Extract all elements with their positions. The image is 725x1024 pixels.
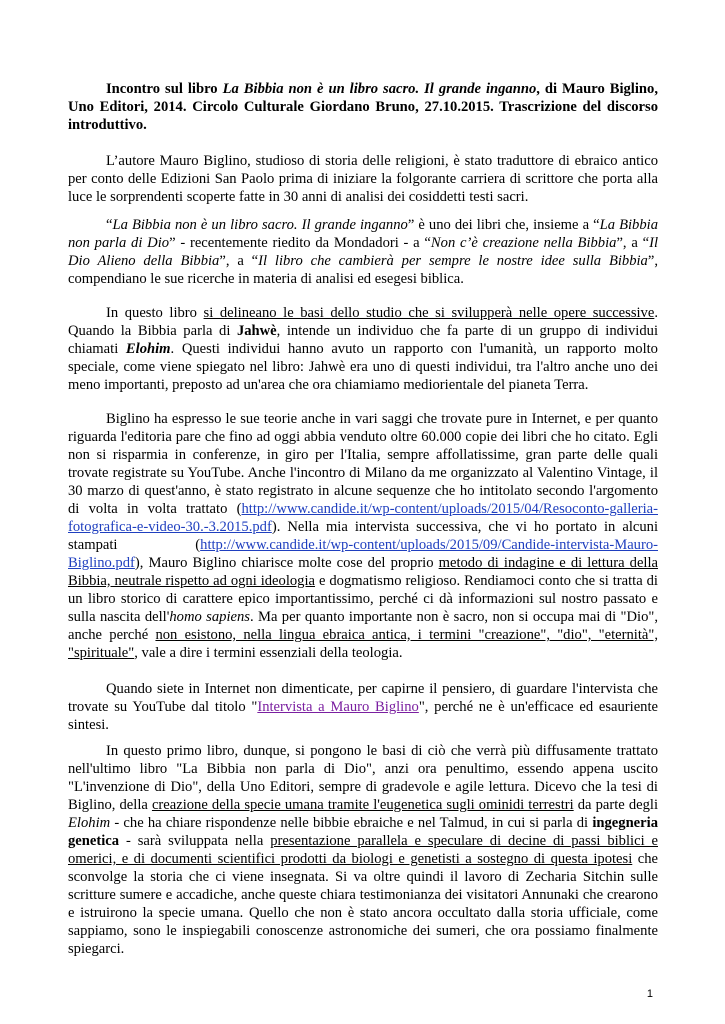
italic-term: homo sapiens: [169, 609, 250, 625]
underlined-text: creazione della specie umana tramite l'eugenetica sugli ominidi terrestri: [151, 797, 574, 813]
page-number: 1: [646, 988, 653, 1000]
paragraph-1: L’autore Mauro Biglino, studioso di storia delle religioni, è stato traduttore di ebraico antico per conto delle Edizioni San Paolo prima di iniziare la folgorante carriera di scrittore che porta alla luce le sorprendenti scoperte fatte in 30 anni di analisi dei cosiddetti testi sacri.: [68, 153, 658, 205]
document-title: [68, 80, 658, 134]
title-text-rest: , di Mauro Biglino, Uno Editori, 2014. Circolo Culturale Giordano Bruno, 27.10.2015. Trascrizione del discorso introduttivo.: [68, 81, 658, 133]
youtube-interview-link[interactable]: Intervista a Mauro Biglino: [257, 699, 419, 715]
underlined-text: presentazione parallela e speculare di decine di passi biblici e omerici, e di documenti scientifici prodotti da biologi e genetisti a sostegno di questa ipotesi: [68, 833, 658, 867]
pdf-link-intervista[interactable]: http://www.candide.it/wp-content/uploads/2015/09/Candide-intervista-Mauro-Biglino.pdf: [68, 537, 658, 571]
paragraph-5: Quando siete in Internet non dimenticate, per capirne il pensiero, di guardare l'intervista che trovate su YouTube dal titolo "Intervista a Mauro Biglino", perché ne è un'efficace ed esauriente sintesi.: [68, 681, 658, 733]
paragraph-2: “La Bibbia non è un libro sacro. Il grande inganno” è uno dei libri che, insieme a “La Bibbia non parla di Dio” - recentemente riedito da Mondadori - a “Non c’è creazione nella Bibbia”, a “Il Dio Alieno della Bibbia”, a “Il libro che cambierà per sempre le nostre idee sulla Bibbia”, compendiano le sue ricerche in materia di analisi ed esegesi biblica.: [68, 217, 659, 287]
bold-italic-term: Elohim: [125, 341, 171, 357]
paragraph-6: In questo primo libro, dunque, si pongono le basi di ciò che verrà più diffusamente trattato nell'ultimo libro "La Bibbia non parla di Dio", anzi ora penultimo, essendo appena uscito "L'invenzione di Dio", della Uno Editori, sempre di gradevole e agile lettura. Dicevo che la tesi di Biglino, della creazione della specie umana tramite l'eugenetica sugli ominidi terrestri da parte degli Elohim - che ha chiare rispondenze nelle bibbie ebraiche e nel Talmud, in cui si parla di ingegneria genetica - sarà sviluppata nella presentazione parallela e speculare di decine di passi biblici e omerici, e di documenti scientifici prodotti da biologi e genetisti a sostegno di questa ipotesi che sconvolge la storia che ci viene insegnata. Si va oltre quindi il lavoro di Zecharia Sitchin sulle scritture sumere e accadiche, anche queste chiara testimonianza dei visitatori Annunaki che crearono e istruirono la specie umana. Quello che non è stato ancora occultato dalla storia ufficiale, come sappiamo, sono le inspiegabili conoscenze astronomiche dei sumeri, che ora possiamo finalmente spiegarci.: [68, 743, 658, 957]
paragraph-4: Biglino ha espresso le sue teorie anche in vari saggi che trovate pure in Internet, e per quanto riguarda l'editoria pare che fino ad oggi abbia venduto oltre 60.000 copie dei libri che ho citato. Egli non si risparmia in conferenze, in giro per l'Italia, sempre affollatissime, gran parte delle quali trovate registrate su YouTube. Anche l'incontro di Milano da me organizzato al Valentino Vintage, il 30 marzo di quest'anno, è stato registrato in alcune sequenze che ho intitolato secondo l'argomento di volta in volta trattato (http://www.candide.it/wp-content/uploads/2015/04/Resoconto-galleria-fotografica-e-video-30.-3.2015.pdf). Nella mia intervista successiva, che vi ho portato in alcuni stampati (http://www.candide.it/wp-content/uploads/2015/09/Candide-intervista-Mauro-Biglino.pdf), Mauro Biglino chiarisce molte cose del proprio metodo di indagine e di lettura della Bibbia, neutrale rispetto ad ogni ideologia e dogmatismo religioso. Rendiamoci conto che si tratta di un libro storico di carattere epico importantissimo, perché ci dà informazioni sul nostro passato e sulla nascita dell'homo sapiens. Ma per quanto importante non è sacro, non si occupa mai di "Dio", anche perché non esistono, nella lingua ebraica antica, i termini "creazione", "dio", "eternità", "spirituale", vale a dire i termini essenziali della teologia.: [68, 411, 659, 661]
underlined-text: metodo di indagine e di lettura della Bibbia, neutrale rispetto ad ogni ideologia: [68, 555, 659, 589]
book-title: Il Dio Alieno della Bibbia: [68, 235, 659, 269]
underlined-text: non esistono, nella lingua ebraica antica, i termini "creazione", "dio", "eternità", "spirituale": [68, 627, 658, 661]
underlined-text: si delineano le basi dello studio che si svilupperà nelle opere successive: [203, 305, 655, 321]
italic-term: Elohim: [68, 815, 111, 831]
pdf-link-resoconto[interactable]: http://www.candide.it/wp-content/uploads/2015/04/Resoconto-galleria-fotografica-e-video-30.-3.2015.pdf: [68, 501, 658, 535]
title-text: Incontro sul libro: [106, 81, 223, 97]
paragraph-3: In questo libro si delineano le basi dello studio che si svilupperà nelle opere successive. Quando la Bibbia parla di Jahwè, intende un individuo che fa parte di un gruppo di individui chiamati Elohim. Questi individui hanno avuto un rapporto con l'umanità, un rapporto molto speciale, come viene spiegato nel libro: Jahwè era uno di questi individui, tra l'altro anche uno dei meno importanti, preposto ad un'area che ora chiamiamo mediorientale del pianeta Terra.: [68, 305, 658, 393]
bold-term: ingegneria genetica: [68, 815, 658, 849]
book-title: Non c’è creazione nella Bibbia: [430, 235, 617, 251]
book-title: Il libro che cambierà per sempre le nostre idee sulla Bibbia: [258, 253, 648, 269]
title-book: La Bibbia non è un libro sacro. Il grande inganno: [222, 81, 537, 97]
book-title: La Bibbia non parla di Dio: [68, 217, 658, 251]
bold-term: Jahwè: [236, 323, 277, 339]
book-title: La Bibbia non è un libro sacro. Il grande inganno: [112, 217, 408, 233]
